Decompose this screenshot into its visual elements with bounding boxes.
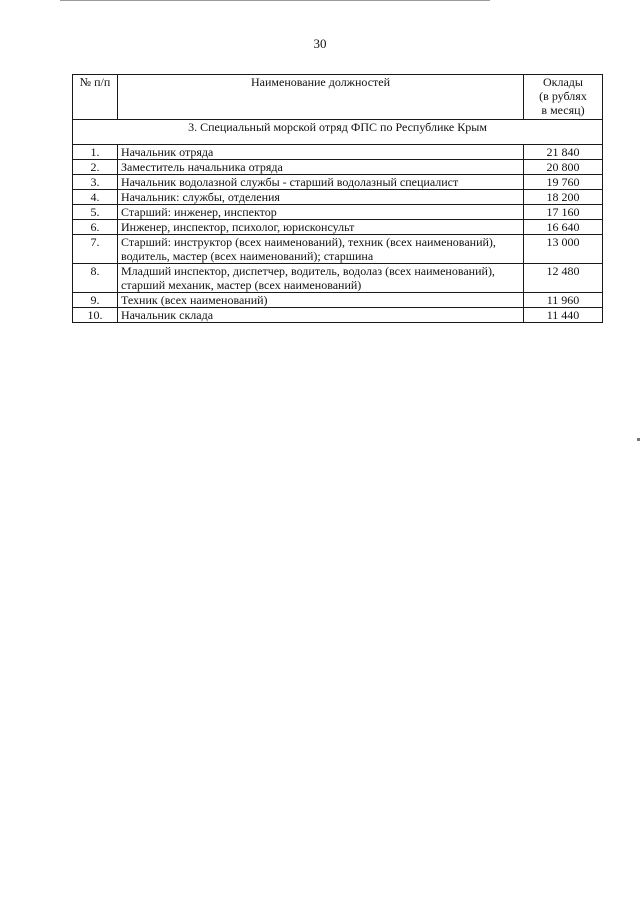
row-salary: 19 760	[524, 175, 603, 190]
row-salary: 17 160	[524, 205, 603, 220]
row-number: 2.	[73, 160, 118, 175]
row-salary: 21 840	[524, 145, 603, 160]
row-number: 3.	[73, 175, 118, 190]
row-number: 6.	[73, 220, 118, 235]
table-row	[73, 145, 603, 160]
table-row	[73, 220, 603, 235]
header-number: № п/п	[73, 75, 118, 120]
row-number: 4.	[73, 190, 118, 205]
row-salary: 13 000	[524, 235, 603, 264]
page-number: 30	[313, 36, 327, 51]
row-number: 7.	[73, 235, 118, 264]
row-number: 1.	[73, 145, 118, 160]
header-salary-line3: в месяц)	[541, 103, 585, 117]
row-number: 8.	[73, 264, 118, 293]
table-row	[73, 235, 603, 264]
row-position: Младший инспектор, диспетчер, водитель, водолаз (всех наименований), старший механик, мастер (всех наименований)	[118, 264, 524, 293]
table-row	[73, 190, 603, 205]
row-position: Начальник отряда	[118, 145, 524, 160]
row-number: 10.	[73, 308, 118, 323]
row-number: 9.	[73, 293, 118, 308]
header-position-name: Наименование должностей	[118, 75, 524, 120]
section-title: 3. Специальный морской отряд ФПС по Республике Крым	[73, 120, 603, 145]
header-salary	[524, 75, 603, 120]
header-salary-line1: Оклады	[543, 75, 583, 89]
row-position: Старший: инструктор (всех наименований), техник (всех наименований), водитель, мастер (всех наименований); старшина	[118, 235, 524, 264]
top-rule	[60, 0, 490, 1]
row-position: Инженер, инспектор, психолог, юрисконсульт	[118, 220, 524, 235]
row-salary: 18 200	[524, 190, 603, 205]
section-row	[73, 120, 603, 145]
row-salary: 11 440	[524, 308, 603, 323]
table-row	[73, 293, 603, 308]
table-row	[73, 308, 603, 323]
salary-table	[72, 74, 603, 323]
table-header-row	[73, 75, 603, 120]
row-salary: 16 640	[524, 220, 603, 235]
table-row	[73, 205, 603, 220]
row-number: 5.	[73, 205, 118, 220]
table-row	[73, 175, 603, 190]
row-salary: 20 800	[524, 160, 603, 175]
table-row	[73, 160, 603, 175]
row-position: Начальник водолазной службы - старший водолазный специалист	[118, 175, 524, 190]
row-position: Техник (всех наименований)	[118, 293, 524, 308]
row-position: Начальник склада	[118, 308, 524, 323]
row-position: Начальник: службы, отделения	[118, 190, 524, 205]
row-salary: 12 480	[524, 264, 603, 293]
row-position: Заместитель начальника отряда	[118, 160, 524, 175]
row-salary: 11 960	[524, 293, 603, 308]
table-row	[73, 264, 603, 293]
header-salary-line2: (в рублях	[539, 89, 587, 103]
row-position: Старший: инженер, инспектор	[118, 205, 524, 220]
